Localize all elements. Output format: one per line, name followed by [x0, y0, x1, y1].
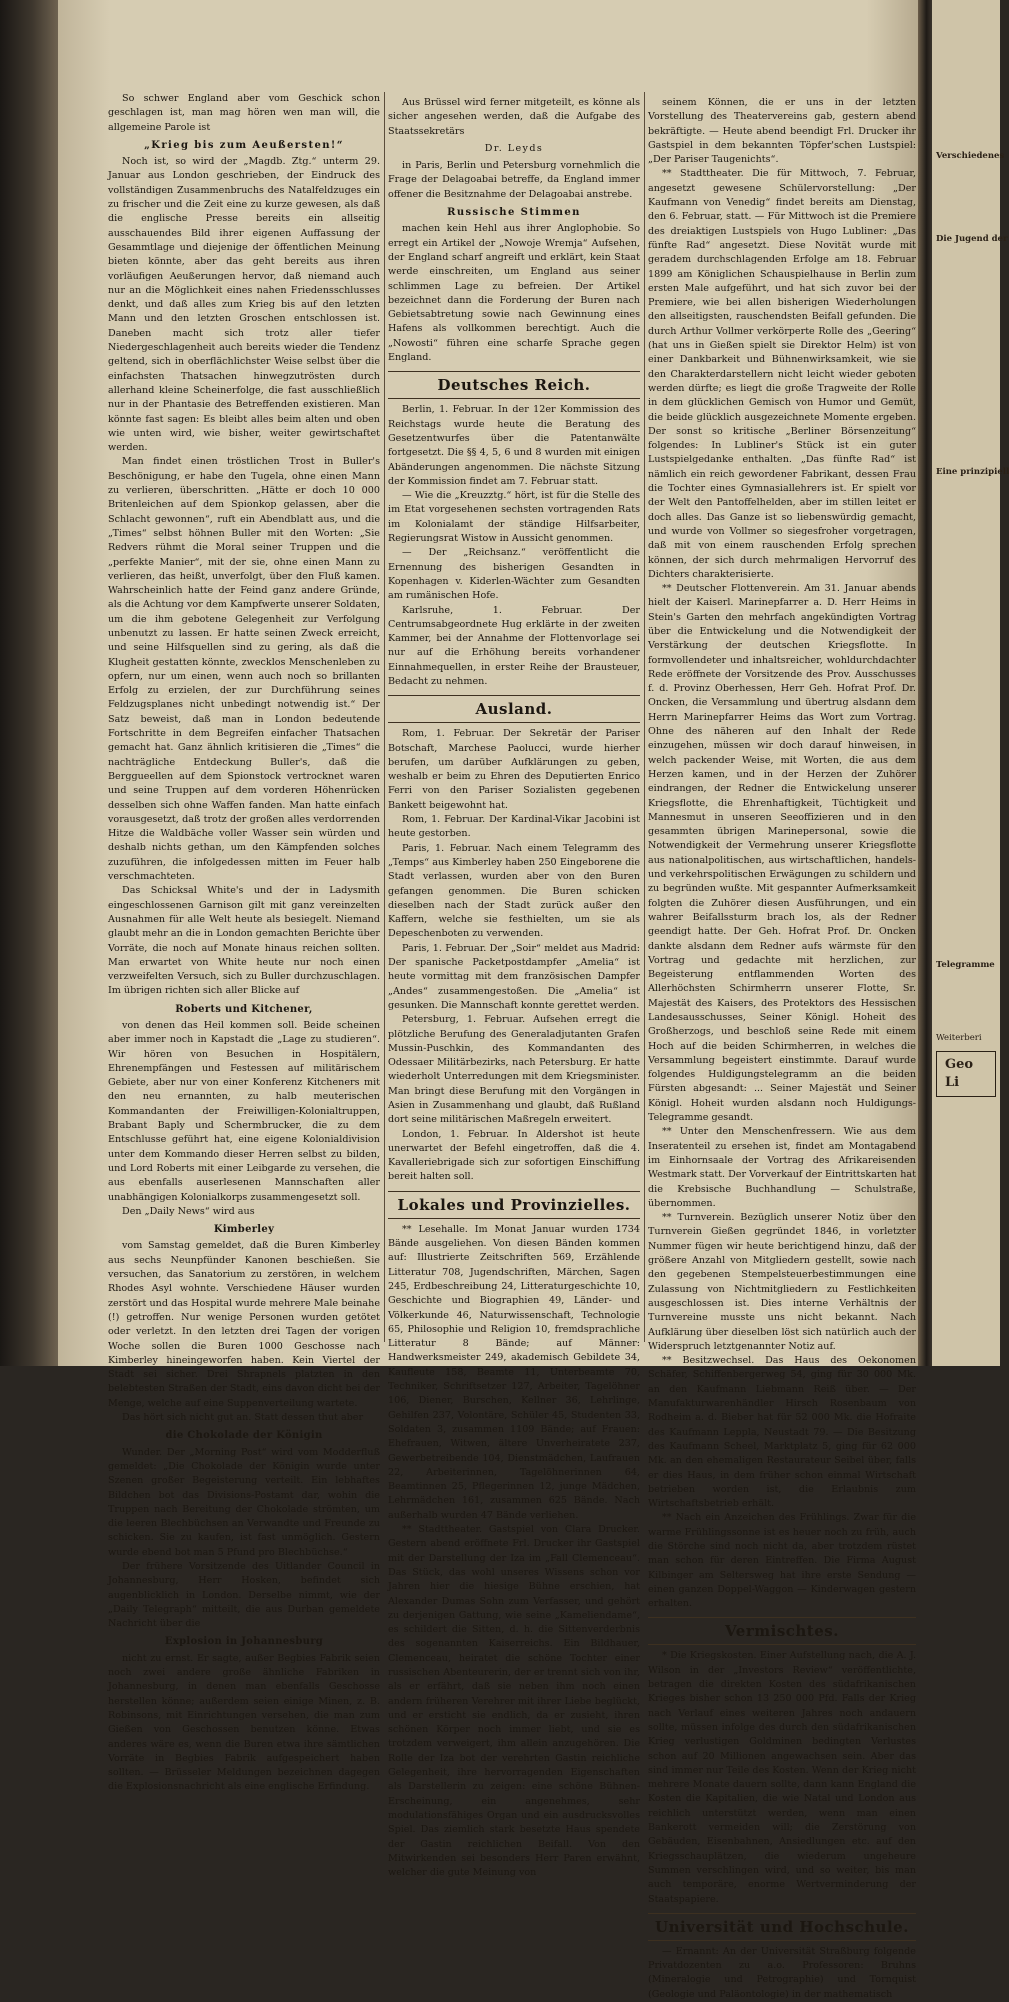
subheading: Kimberley	[213, 1224, 275, 1236]
news-item: ** Lesehalle. Im Monat Januar wurden 1734 Bände ausgeliehen. Von diesen Bänden kommen auf: Illustrierte Zeitschriften 569, Erzählende Litteratur 708, Jugendschriften, Märchen, Sagen 245, Erdbeschreibung 24, Litteraturgeschichte 10, Geschichte und Biographien 49, Länder- und Völkerkunde 46, Naturwissenschaft, Technologie 65, Philosophie und Religion 10, fremdsprachliche Litteratur 8 Bände; auf Männer: Handwerksmeister 249, akademisch Gebildete 34, Kaufleute 158, Beamte 11, Unterbeamte 70, Techniker, Schriftsetzer 127, Arbeiter, Tagelöhner 106, Diener, Burschen, Kellner 36, Lehrlinge, Gehilfen 237, Volontäre, Schüler 45, Studenten 33, Soldaten 3, zusammen 1109 Bände; auf Frauen: Ehefrauen, Witwen, ältere Unverheiratete 237, Gewerbetreibende 104, Dienstmädchen, Laufrauen 22, Arbeiterinnen, Tagelöhnerinnen 64, Beamtinnen 25, Pflegerinnen 12, junge Mädchen, Lehrmädchen 161, zusammen 625 Bände. Nach außerhalb wurden 47 Bände verliehen.	[388, 1223, 640, 1521]
adjacent-fragment: Telegramme	[936, 960, 995, 970]
news-item: ** Stadttheater. Gastspiel von Clara Drucker. Gestern abend eröffnete Frl. Drucker ihr Gastspiel mit der Darstellung der Iza im „Fall Clemenceau“. Das Stück, das wohl unseres Wissens schon vor Jahren hier die hiesige Bühne erschien, hat Alexander Dumas Sohn zum Verfasser, und gehört zu derjenigen Gattung, wie seine „Kameliendame“, es schildert die Sitten, d. h. die Sittenverderbnis des sogenannten Kaiserreichs. Ein Bildhauer, Clemenceau, heiratet die schöne Tochter einer russischen Abenteurerin, der er trennt sich von ihr, als er erfährt, daß sie neben ihm noch einen andern früheren Verehrer mit ihrer Liebe beglückt, und er ersticht sie endlich, da er zusieht, ihren schönen Körper noch immer liebt, und sie es trotzdem verweigert, ihm allein anzugehören. Die Rolle der Iza bot der verehrten Gastin reichliche Gelegenheit, ihre hervorragenden Eigenschaften als Darstellerin zu zeigen: eine schöne Bühnen-Erscheinung, ein angenehmes, sehr modulationsfähiges Organ und ein ausdrucksvolles Spiel. Das ziemlich stark besetzte Haus spendete der Gastin reichlichen Beifall. Von den Mitwirkenden sei besonders Herr Paren erwähnt, welcher die gute Meinung von	[388, 1524, 640, 1879]
paragraph: Das hört sich nicht gut an. Statt dessen thut aber	[122, 1412, 364, 1424]
binding-gutter-right	[918, 0, 932, 1366]
paragraph: in Paris, Berlin und Petersburg vornehmlich die Frage der Delagoabai betreffe, da England immer offener die Besitznahme der Delagoabai anstrebe.	[388, 160, 640, 200]
news-item: * Die Kriegskosten. Einer Aufstellung nach, die A. J. Wilson in der „Investors Review“ veröffentlichte, betragen die direkten Kosten des südafrikanischen Krieges bisher schon 13 250 000 Pfd. Falls der Krieg nach Verlauf eines weiteren Jahres noch andauern sollte, müssen infolge des durch den südafrikanischen Krieg verlustigen Goldminen bedingten Verlustes schon auf 20 Millionen angewachsen sein. Aber das sind immer nur Teile des Kosten. Wenn der Krieg nicht mehrere Monate dauern sollte, dann kann England die Kosten die Kapitalien, die wie Natal und London aus reichlich unterstützt werden, wenn man einen Bankerott vermeiden will; die Zerstörung von Gebäuden, Eisenbahnen, Ansiedlungen etc. auf den Kriegsschauplätzen, die wiederum ungeheure Summen verschlingen wird, und so weiter, bis man auch temporäre, enorme Wertverminderung der Staatspapiere.	[648, 1650, 916, 1905]
news-item: — Ernannt: An der Universität Straßburg folgende Privatdozenten zu a.o. Professoren: Bruhns (Mineralogie und Petrographie) und Tornquist (Geologie und Paläontologie) in der mathematisch	[648, 1945, 916, 2000]
subheading: Russische Stimmen	[447, 207, 581, 219]
column-1	[108, 92, 380, 1795]
paragraph: machen kein Hehl aus ihrer Anglophobie. So erregt ein Artikel der „Nowoje Wremja“ Aufsehen, der England scharf angreift und erklärt, kein Staat werde einschreiten, um England aus seiner schlimmen Lage zu befreien. Der Artikel bezeichnet dann die Forderung der Buren nach Gebietsabtretung sowie nach Gewinnung eines Hafens als vollkommen berechtigt. Auch die „Nowosti“ führen eine scharfe Sprache gegen England.	[388, 223, 640, 364]
binding-gutter-left	[0, 0, 58, 1366]
section-heading-deutsches-reich: Deutsches Reich.	[388, 371, 640, 399]
news-item: — Wie die „Kreuzztg.“ hört, ist für die Stelle des im Etat vorgesehenen sechsten vortragenden Rats im Kolonialamt der ständige Hilfsarbeiter, Regierungsrat Wistow in Aussicht genommen.	[388, 490, 640, 545]
paragraph: So schwer England aber vom Geschick schon geschlagen ist, man mag hören wen man will, die allgemeine Parole ist	[108, 93, 380, 133]
paragraph: seinem Können, die er uns in der letzten Vorstellung des Theatervereins gab, gestern abend bekräftigte. — Heute abend beendigt Frl. Drucker ihr Gastspiel in dem bekannten Töpfer'schen Lustspiel: „Der Pariser Taugenichts“.	[648, 97, 916, 166]
author-name: Dr. Leyds	[484, 142, 544, 154]
news-item: London, 1. Februar. In Aldershot ist heute unerwartet der Befehl eingetroffen, daß die 4. Kavalleriebrigade sich zur sofortigen Einschiffung bereit halten soll.	[388, 1128, 640, 1183]
paragraph: Aus Brüssel wird ferner mitgeteilt, es könne als sicher angesehen werden, daß die Aufgabe des Staatssekretärs	[388, 97, 640, 137]
paragraph: Das Schicksal White's und der in Ladysmith eingeschlossenen Garnison gilt mit ganz vereinzelten Ausnahmen für alle Welt heute als besiegelt. Niemand glaubt mehr an die in London gemachten Berichte über Vorräte, die noch auf Monate hinaus reichen sollten. Man erwartet von White heute nur noch einen verzweifelten Versuch, sich zu Buller durchzuschlagen. Im übrigen richten sich aller Blicke auf	[108, 885, 380, 997]
section-heading-universitaet: Universität und Hochschule.	[648, 1913, 916, 1941]
news-item: ** Besitzwechsel. Das Haus des Oekonomen Schäfer, Schiffenbergerweg 54, ging für 30 000 Mk. an den Kaufmann Liebmann Reiß über. — Der Manufakturwarenhändler Hirsch Rosenbaum von Rodheim a. d. Bieber hat für 52 000 Mk. die Hofraite des Kaufmann Leppla, Neustadt 79. — Die Besitzung des Kaufmann Scheel, Marktplatz 5, ging für 62 000 Mk. an den ehemaligen Restaurateur Seibel über, falls er dies Haus, in dem früher schon einmal Wirtschaft betrieben worden ist, die Erlaubnis zum Wirtschaftsbetrieb erhält.	[648, 1355, 916, 1510]
subheading: Explosion in Johannesburg	[164, 1636, 324, 1648]
subheading: Roberts und Kitchener,	[175, 1003, 313, 1015]
news-item: Rom, 1. Februar. Der Sekretär der Pariser Botschaft, Marchese Paolucci, wurde hierher berufen, um darüber Aufklärungen zu geben, weshalb er beim zu Ehren des Deputierten Enrico Ferri von den Pariser Sozialisten gegebenen Bankett beigewohnt hat.	[388, 728, 640, 811]
news-item: ** Stadttheater. Die für Mittwoch, 7. Februar, angesetzt gewesene Schülervorstellung: „Der Kaufmann von Venedig“ findet bereits am Dienstag, den 6. Februar, statt. — Für Mittwoch ist die Premiere des dreiaktigen Lustspiels von Hugo Lubliner: „Das fünfte Rad“ angesetzt. Diese Novität wurde mit geradem durchschlagenden Erfolge am 18. Februar 1899 am Königlichen Schauspielhause in Berlin zum ersten Male aufgeführt, und hat sich zuvor bei der Premiere, wie bei allen bisherigen Wiederholungen den allseitigsten, rauschendsten Beifall gefunden. Die durch Arthur Vollmer verkörperte Rolle des „Geering“ (hat uns in Gießen spielt sie Direktor Helm) ist von einer Dankbarkeit und Bühnenwirksamkeit, wie sie den Charakterdarstellern nicht leicht wieder geboten werden dürfte; es liegt die große Tragweite der Rolle in dem glücklichen Gemisch von Humor und Gemüt, die beide glücklich ausgezeichnete Momente ergeben. Der sonst so kritische „Berliner Börsenzeitung“ folgendes: In Lubliner's Stück ist ein guter Lustspielgedanke enthalten. „Das fünfte Rad“ ist nämlich ein reich gewordener Fabrikant, dessen Frau die Tochter eines Gymnasiallehrers ist. Er spielt vor der Welt den Pantoffelhelden, aber im stillen leitet er doch alles. Das Ganze ist so liebenswürdig gemacht, und wurde von Vollmer so siegesfroher vorgetragen, daß mit von einem rauschenden Erfolg sprechen können, der sich durch mehrmaligen Hervorruf des Dichters charakterisierte.	[648, 168, 916, 580]
news-item: ** Unter den Menschenfressern. Wie aus dem Inseratenteil zu ersehen ist, findet am Montagabend im Einhornsaale der Vortrag des Afrikareisenden Westmark statt. Der Vorverkauf der Eintrittskarten hat die Krebsische Buchhandlung — Schulstraße, übernommen.	[648, 1126, 917, 1209]
column-3	[648, 96, 916, 2002]
news-item: Paris, 1. Februar. Nach einem Telegramm des „Temps“ aus Kimberley haben 250 Eingeborene die Stadt verlassen, wurden aber von den Buren gefangen genommen. Die Buren schicken dieselben nach der Stadt zurück außer den Kaffern, welche sie festhielten, um sie als Depeschenboten zu verwenden.	[388, 842, 640, 940]
news-item: Paris, 1. Februar. Der „Soir“ meldet aus Madrid: Der spanische Packetpostdampfer „Amelia“ ist heute vormittag mit dem französischen Dampfer „Andes“ zusammengestoßen. Die „Amelia“ ist gesunken. Die Mannschaft konnte gerettet werden.	[388, 942, 640, 1011]
news-item: Rom, 1. Februar. Der Kardinal-Vikar Jacobini ist heute gestorben.	[388, 814, 640, 840]
news-item: — Der „Reichsanz.“ veröffentlicht die Ernennung des bisherigen Gesandten in Kopenhagen v. Kiderlen-Wächter zum Gesandten am rumänischen Hofe.	[388, 547, 640, 602]
adjacent-fragment: Li	[945, 1075, 960, 1090]
paragraph: Den „Daily News“ wird aus	[122, 1205, 255, 1217]
adjacent-fragment: Die Jugend der	[936, 234, 1008, 244]
column-rule	[384, 92, 385, 1342]
section-heading-lokales: Lokales und Provinzielles.	[388, 1191, 640, 1219]
news-item: ** Deutscher Flottenverein. Am 31. Januar abends hielt der Kaiserl. Marinepfarrer a. D. Herr Heims in Stein's Garten den mehrfach angekündigten Vortrag über die Entwickelung und die Notwendigkeit der Verstärkung der deutschen Kriegsflotte. In formvollendeter und inhaltsreicher, wohldurchdachter Rede eröffnete der Vorsitzende des Prov. Ausschusses f. d. Provinz Oberhessen, Herr Geh. Hofrat Prof. Dr. Oncken, die Versammlung und übertrug alsdann dem Herrn Marinepfarrer Heims das Wort zum Vortrag. Ohne des näheren auf den Inhalt der Rede einzugehen, müssen wir doch darauf hinweisen, in welch packender Weise, mit Worten, die aus dem Herzen kamen, und in der Herzen der Zuhörer eindrangen, der Redner die Entwickelung unserer Kriegsflotte, die Ehrenhaftigkeit, Tüchtigkeit und Mannesmut in unseren Seeoffizieren und in den gesammten übrigen Marinepersonal, sowie die Notwendigkeit der Vermehrung unserer Kriegsflotte aus nationalpolitischen, aus wirtschaftlichen, handels- und verkehrspolitischen Erwägungen zu schildern und zu begründen wußte. Mit gespannter Aufmerksamkeit folgten die Zuhörer diesen Ausführungen, und ein wahrer Beifallssturm brach los, als der Redner geendigt hatte. Der Geh. Hofrat Prof. Dr. Oncken dankte alsdann dem Redner aufs wärmste für den Vortrag und gedachte mit herzlichen, zur Begeisterung entflammenden Worten des Allerhöchsten Schirmherrn unserer Flotte, Sr. Majestät des Kaisers, des Protektors des Hessischen Landesausschusses, Seiner Königl. Hoheit des Großherzogs, und beschloß seine Rede mit einem Hoch auf die beiden Schirmherren, in welches die Versammlung begeistert einstimmte. Darauf wurde folgendes Huldigungstelegramm an die beiden Fürsten abgesandt: ... Seiner Majestät und Seiner Königl. Hoheit wurden alsdann noch Huldigungs-Telegramme gesandt.	[648, 583, 916, 1124]
adjacent-fragment: Weiterberi	[936, 1033, 982, 1043]
adjacent-fragment: Verschiedenes	[936, 151, 1005, 161]
adjacent-page-edge	[932, 0, 1009, 1366]
adjacent-ad-box	[936, 1051, 996, 1097]
news-item: Karlsruhe, 1. Februar. Der Centrumsabgeordnete Hug erklärte in der zweiten Kammer, bei der Annahme der Flottenvorlage sei nur auf die Erhöhung bereits vorhandener Einnahmequellen, in erster Reihe der Brausteuer, Bedacht zu nehmen.	[388, 604, 640, 687]
subheading: die Chokolade der Königin	[165, 1430, 323, 1442]
paragraph: vom Samstag gemeldet, daß die Buren Kimberley aus sechs Neunpfünder Kanonen beschießen. Sie versuchen, das Sanatorium zu zerstören, in welchem Rhodes Asyl wohnte. Verschiedene Häuser wurden zerstört und das Hospital wurde mehrere Male beinahe (!) getroffen. Nur wenige Personen wurden getötet oder verletzt. In den letzten drei Tagen der vorigen Woche sollen die Buren 1000 Geschosse nach Kimberley hineingeworfen haben. Kein Viertel der Stadt sei sicher. Drei Shrapnels platzten in den belebtesten Straßen der Stadt, eins davon dicht bei der Menge, welche auf eine Suppenverteilung wartete.	[108, 1240, 380, 1409]
column-rule	[644, 92, 645, 1342]
news-item: ** Turnverein. Bezüglich unserer Notiz über den Turnverein Gießen gegründet 1846, in vorletzter Nummer fügen wir heute berichtigend hinzu, daß der größere Anzahl von Mitgliedern gestellt, sowie nach den gegebenen Stempelsteuerbestimmungen eine Zulassung von Nichtmitgliedern zu Festlichkeiten ausgeschlossen ist. Dies interne Verhältnis der Turnvereine musste uns nicht bekannt. Nach Aufklärung über dieselben löst sich natürlich auch der Widerspruch letztgenannter Notiz auf.	[648, 1212, 916, 1352]
section-heading-ausland: Ausland.	[388, 695, 640, 723]
column-2	[388, 96, 640, 1880]
paragraph: Noch ist, so wird der „Magdb. Ztg.“ unterm 29. Januar aus London geschrieben, der Eindruck des vollständigen Zusammenbruchs des Natalfeldzuges ein zu frischer und die Zeit eine zu kurze gewesen, als daß die englische Presse bereits ein allseitig ausschauendes Bild ihrer eigenen Auffassung der Gesammtlage und diejenige der öffentlichen Meinung bieten könnte, aber das geht bereits aus ihren vorläufigen Aeußerungen hervor, daß niemand auch nur an die Möglichkeit eines nahen Friedensschlusses denkt, und daß alles zum Krieg bis auf den letzten Mann und den letzten Groschen entschlossen ist. Daneben macht sich trotz aller tiefer Niedergeschlagenheit auch bereits wieder die Tendenz geltend, sich in oberflächlichster Weise selbst über die einfachsten Thatsachen hinwegzutrösten durch allerhand kleine Scheinerfolge, die fast ausschließlich nur in der Phantasie des Betreffenden existieren. Man könnte fast sagen: Es bleibt alles beim alten und oben wie unten wird, wie bisher, weiter gewirtschaftet werden.	[108, 156, 380, 454]
paragraph: Man findet einen tröstlichen Trost in Buller's Beschönigung, er habe den Tugela, ohne einen Mann zu verlieren, überschritten. „Hätte er doch 10 000 Britenleichen auf dem Spionkop gelassen, aber die Schlacht gewonnen“, ruft ein Abendblatt aus, und die „Times“ selbst höhnen Buller mit den Worten: „Sie Redvers rühmt die Moral seiner Truppen und die „perfekte Manier“, mit der sie, ohne einen Mann zu verlieren, das heißt, unverfolgt, über den Fluß kamen. Wahrscheinlich hatte der Feind ganz andere Gründe, als die Achtung vor dem Kampfwerte unserer Soldaten, um die ihm gebotene Gelegenheit zur Verfolgung unbenutzt zu lassen. Er hatte seinen Zweck erreicht, und seine Hilfsquellen sind zu gering, als daß die Klugheit gestatten könnte, zwecklos Menschenleben zu opfern, nur um einen, wenn auch noch so brillanten Erfolg zu erzielen, der zur Durchführung seines Feldzugsplanes nicht unbedingt notwendig ist.“ Der Satz beweist, daß man in London bedeutende Fortschritte in dem Begreifen einfacher Thatsachen gemacht hat. Ganz ähnlich kritisieren die „Times“ die nachträgliche Entdeckung Buller's, daß die Berggueellen auf dem Spionstock vertrocknet waren und seine Truppen auf dem vorderen Höhenrücken desselben sich ohne Waffen fanden. Man hatte einfach vorausgesetzt, daß trotz der großen alles verdorrenden Hitze die Waldbäche voller Wasser sein würden und deshalb nichts gethan, um den Kämpfenden solches zuzuführen, die infolgedessen mitten im Feuer halb verschmachteten.	[108, 456, 380, 883]
adjacent-fragment: Geo	[945, 1057, 974, 1072]
news-item: ** Nach ein Anzeichen des Frühlings. Zwar für die warme Frühlingssonne ist es heuer noch zu früh, auch die Störche sind noch nicht da, aber trotzdem rüstet man schon für deren Eintreffen. Die Firma August Kilbinger am Seltersweg hat ihre erste Sendung — einen ganzen Doppel-Waggon — Kinderwagen gestern erhalten.	[648, 1512, 916, 1610]
slogan-heading: „Krieg bis zum Aeußersten!“	[144, 139, 344, 151]
paragraph: Wunder. Der „Morning Post“ wird vom Modderfluß gemeldet: „Die Chokolade der Königin wurde unter Szenen großer Begeisterung verteilt. Ein lebhaftes Bildchen bot das Divisions-Postamt dar, wohin die Truppen nach Bereitung der Chokolade strömten, um die leeren Blechbüchsen an Verwandte und Freunde zu schicken. Sie zu kaufen, ist fast unmöglich. Gestern wurde ebend bot man 5 Pfund pro Blechbüchse.“	[108, 1446, 380, 1558]
news-item: Petersburg, 1. Februar. Aufsehen erregt die plötzliche Berufung des Generaladjutanten Grafen Mussin-Puschkin, des Kommandanten des Odessaer Militärbezirks, nach Petersburg. Er hatte wiederholt Unterredungen mit dem Kriegsminister. Man bringt diese Berufung mit den Vorgängen in Asien in Zusammenhang und glaubt, daß Rußland dort seine militärischen Maßregeln erweitert.	[388, 1014, 640, 1126]
section-heading-vermischtes: Vermischtes.	[648, 1617, 916, 1645]
paragraph: nicht zu ernst. Er sagte, außer Begbies Fabrik seien noch zwei andere große ähnliche Fabriken in Johannesburg, in denen man ebenfalls Geschosse herstellen könne; außerdem seien einige Minen, z. B. Robinsons, mit Einrichtungen versehen, die man zum Gießen von Geschossen benutzen könne. Etwas anderes wäre es, wenn die Buren etwa ihre sämtlichen Vorräte in Begbies Fabrik aufgespeichert haben sollten. — Brüsseler Meldungen bezeichnen dagegen die Explosionsnachricht als eine englische Erfindung.	[108, 1652, 380, 1793]
paragraph: Der frühere Vorsitzende des Uitlander Council in Johannesburg, Herr Hosken, befindet sich augenblicklich in London. Derselbe nimmt, wie der „Daily Telegraph“ mitteilt, die aus Durban gemeldete Nachricht über die	[108, 1560, 380, 1630]
adjacent-fragment: Eine prinzipiell	[936, 467, 1009, 477]
news-item: Berlin, 1. Februar. In der 12er Kommission des Reichstags wurde heute die Beratung des Gesetzentwurfes über die Patentanwälte fortgesetzt. Die §§ 4, 5, 6 und 8 wurden mit einigen Abänderungen angenommen. Die nächste Sitzung der Kommission findet am 7. Februar statt.	[388, 404, 640, 487]
paragraph: von denen das Heil kommen soll. Beide scheinen aber immer noch in Kapstadt die „Lage zu studieren“. Wir hören von Besuchen in Hospitälern, Ehrenempfängen und Festessen auf militärischem Gebiete, aber nur von einer Konferenz Kitcheners mit den neu ernannten, zu halb meuterischen Kommandanten der Freiwilligen-Kolonialtruppen, Brabant Baply und Schermbrucker, die zu dem Entschlusse geführt hat, eine eigene Kolonialdivision unter dem Kommando dieser Herren selbst zu bilden, und Lord Roberts mit einer Leibgarde zu versehen, die aus ebenfalls auserlesenen Mannschaften aller unabhängigen Kolonialkorps zusammengesetzt soll.	[108, 1020, 380, 1203]
